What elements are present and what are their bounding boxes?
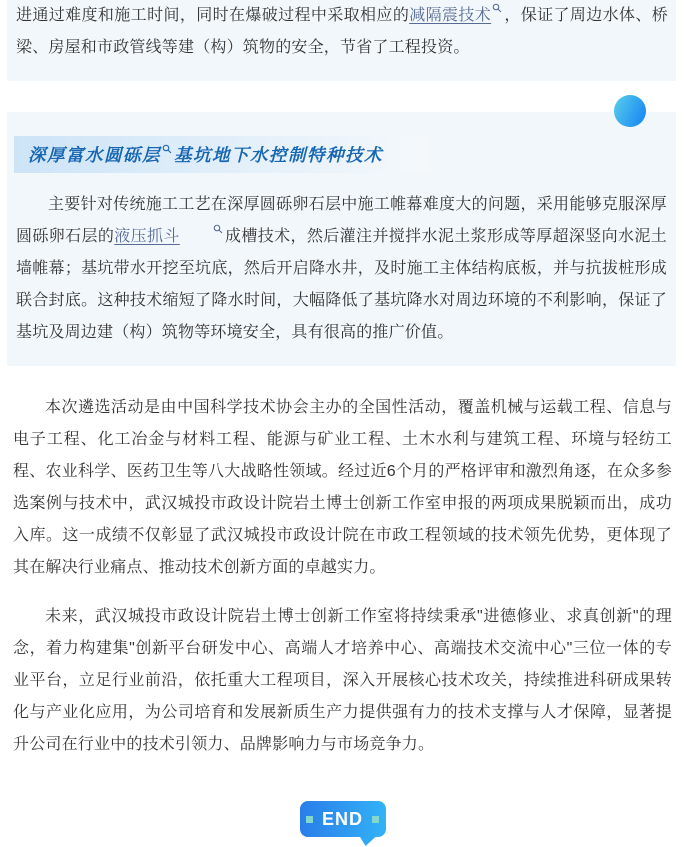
search-link-hydraulic-grab[interactable] [114, 228, 225, 245]
end-badge [300, 801, 386, 837]
search-link-seismic-isolation[interactable] [409, 7, 504, 24]
search-icon [162, 144, 172, 154]
end-badge-label: END [321, 809, 363, 829]
decorative-circle [614, 95, 646, 127]
search-icon [492, 3, 502, 13]
end-badge-right-square [372, 816, 379, 823]
future-outlook-paragraph: 未来，武汉城投市政设计院岩土博士创新工作室将持续秉承"进德修业、求真创新"的理念，着力构建集"创新平台研发中心、高端人才培养中心、高端技术交流中心"三位一体的专业平台，立足行业前沿，依托重大工程项目，深入开展核心技术攻关，持续推进科研成果转化与产业化应用，为公司培育和发展新质生产力提供强有力的技术支撑与人才保障，显著提升公司在行业中的技术引领力、品牌影响力与市场竞争力。 [13, 608, 672, 753]
tech-section-panel [7, 112, 676, 366]
search-link-label: 减隔震技术 [409, 7, 492, 24]
intro-panel [7, 0, 676, 81]
end-badge-tail [356, 836, 376, 846]
section-heading [14, 142, 383, 167]
end-badge-container [0, 801, 685, 837]
heading-text: 深厚富水圆砾层 [28, 145, 161, 165]
paragraph-text: 成槽技术，然后灌注并搅拌水泥土浆形成等厚超深竖向水泥土墙帷幕；基坑带水开挖至坑底，然后开启降水井，及时施工主体结构底板，并与抗拔桩形成联合封底。这种技术缩短了降水时间，大幅降低了基坑降水对周边环境的不利影响，保证了基坑及周边建（构）筑物等环境安全，具有很高的推广价值。 [16, 228, 667, 341]
heading-text: 基坑地下水控制特种技术 [174, 145, 383, 165]
tech-paragraph [7, 189, 676, 349]
paragraph-text: 主要针对传统施工工艺在深厚圆砾卵石层中施工帷幕难度大的问题，采用能够克服深厚圆砾卵石层的 [16, 196, 667, 245]
section-heading-band [14, 136, 430, 173]
intro-paragraph [16, 0, 668, 64]
search-icon [181, 224, 223, 234]
paragraph-text: 进通过难度和施工时间，同时在爆破过程中采取相应的 [16, 7, 410, 24]
selection-activity-paragraph: 本次遴选活动是由中国科学技术协会主办的全国性活动，覆盖机械与运载工程、信息与电子工程、化工冶金与材料工程、能源与矿业工程、土木水利与建筑工程、环境与轻纺工程、农业科学、医药卫生等八大战略性领域。经过近6个月的严格评审和激烈角逐，在众多参选案例与技术中，武汉城投市政设计院岩土博士创新工作室申报的两项成果脱颖而出，成功入库。这一成绩不仅彰显了武汉城投市政设计院在市政工程领域的技术领先优势，更体现了其在解决行业痛点、推动技术创新方面的卓越实力。 [13, 399, 672, 576]
search-link-label: 液压抓斗 [114, 228, 180, 245]
end-badge-left-square [306, 816, 313, 823]
paragraph-text: ，保证了周边水体、桥梁、房屋和市政管线等建（构）筑物的安全，节省了工程投资。 [16, 7, 668, 56]
